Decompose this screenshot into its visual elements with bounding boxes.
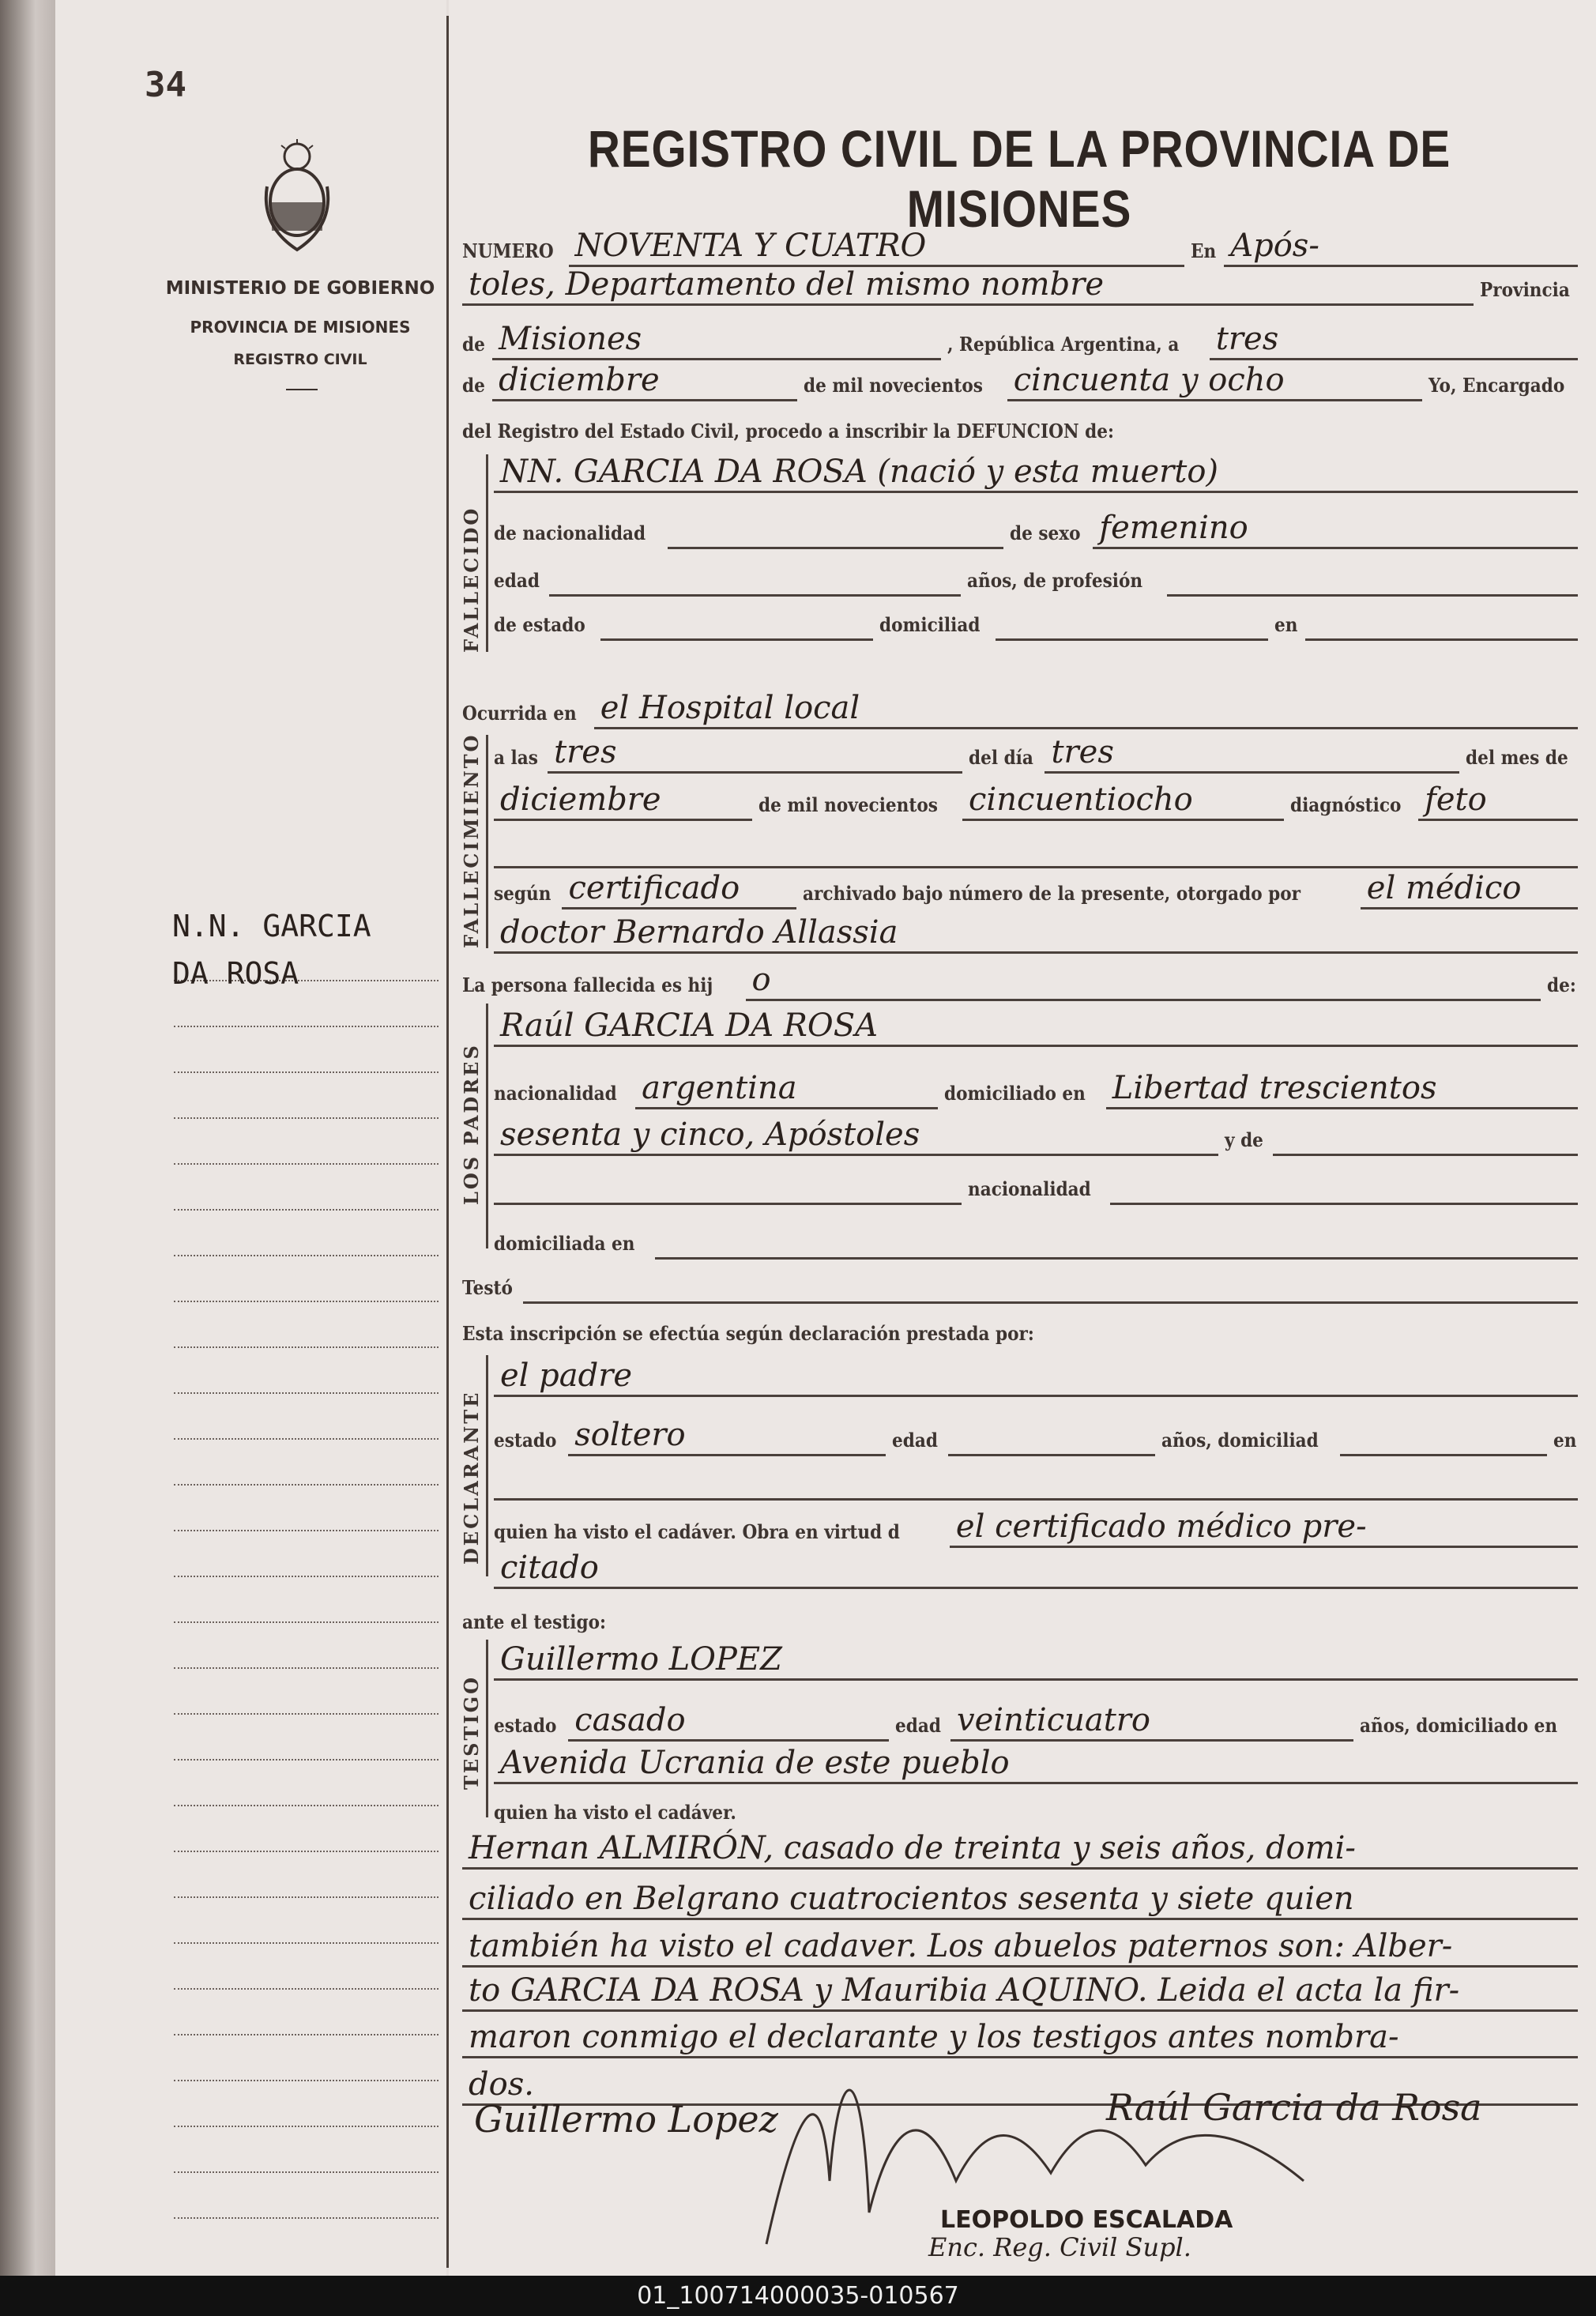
form-line <box>494 552 1584 597</box>
margin-rule <box>174 2126 439 2127</box>
printed-label: de mil novecientos <box>803 374 983 397</box>
handwritten-entry: tres <box>1210 320 1578 360</box>
printed-label: diagnóstico <box>1290 793 1402 816</box>
province-name: PROVINCIA DE MISIONES <box>190 318 411 337</box>
printed-label: edad <box>892 1429 939 1452</box>
handwritten-entry: el padre <box>494 1357 1578 1397</box>
margin-rule <box>174 1713 439 1715</box>
printed-label: domiciliado en <box>944 1082 1086 1105</box>
margin-rule <box>174 1576 439 1577</box>
handwritten-entry: femenino <box>1093 509 1578 549</box>
handwritten-entry: soltero <box>568 1416 886 1456</box>
handwritten-entry: maron conmigo el declarante y los testigos antes nombra- <box>462 2018 1578 2058</box>
margin-rule <box>174 1484 439 1486</box>
form-line <box>462 223 1584 267</box>
margin-rule <box>174 2034 439 2035</box>
book-binding <box>0 0 55 2276</box>
handwritten-entry: el médico <box>1361 869 1578 909</box>
handwritten-entry: tres <box>548 733 962 774</box>
margin-rule <box>174 2217 439 2219</box>
handwritten-entry <box>494 1498 1578 1501</box>
printed-label: nacionalidad <box>968 1177 1092 1200</box>
handwritten-entry: argentina <box>635 1069 938 1109</box>
handwritten-entry: doctor Bernardo Allassia <box>494 913 1578 954</box>
handwritten-entry: Hernan ALMIRÓN, casado de treinta y seis años, domi- <box>462 1829 1578 1870</box>
handwritten-entry: o <box>746 961 1541 1001</box>
handwritten-entry: Libertad trescientos <box>1106 1069 1578 1109</box>
column-divider <box>446 16 449 2268</box>
printed-label: de nacionalidad <box>494 522 646 544</box>
handwritten-entry: Raúl GARCIA DA ROSA <box>494 1007 1578 1047</box>
printed-label: años, domiciliado en <box>1360 1714 1558 1737</box>
margin-rule <box>174 1988 439 1990</box>
form-line <box>494 824 1584 868</box>
section-label-declarante: DECLARANTE <box>460 1390 483 1565</box>
printed-label: ante el testigo: <box>462 1610 606 1633</box>
handwritten-entry <box>494 1203 962 1205</box>
page-title: REGISTRO CIVIL DE LA PROVINCIA DE MISIONES <box>587 119 1451 238</box>
coat-of-arms-icon <box>261 139 333 258</box>
margin-note-line-2: DA ROSA <box>172 956 299 991</box>
form-line <box>462 1923 1584 1968</box>
section-label-fallecido: FALLECIDO <box>460 506 483 653</box>
margin-rule <box>174 1209 439 1211</box>
handwritten-entry: cincuentiocho <box>962 781 1284 821</box>
handwritten-entry: certificado <box>562 869 796 909</box>
office-name: REGISTRO CIVIL <box>233 351 367 368</box>
handwritten-entry <box>996 638 1268 641</box>
registrar-stamp-name: LEOPOLDO ESCALADA <box>940 2206 1233 2234</box>
margin-rule <box>174 1026 439 1027</box>
printed-label: NUMERO <box>462 239 554 262</box>
form-line <box>494 1545 1584 1589</box>
printed-label: , República Argentina, a <box>947 333 1180 356</box>
form-line <box>462 1825 1584 1870</box>
printed-label: de <box>462 374 485 397</box>
handwritten-entry: Guillermo LOPEZ <box>494 1640 1578 1681</box>
form-line <box>494 1112 1584 1156</box>
form-line <box>494 1353 1584 1397</box>
form-line <box>494 1504 1584 1548</box>
form-line <box>462 1968 1584 2012</box>
margin-rule <box>174 1896 439 1898</box>
section-label-testigo: TESTIGO <box>460 1675 483 1790</box>
margin-rule <box>174 1851 439 1852</box>
handwritten-entry: feto <box>1418 781 1578 821</box>
handwritten-entry <box>1305 638 1578 641</box>
printed-label: edad <box>494 569 540 592</box>
margin-rule <box>174 1530 439 1531</box>
declarant-signature: Raúl Garcia da Rosa <box>1106 2086 1482 2129</box>
handwritten-entry: sesenta y cinco, Apóstoles <box>494 1116 1218 1156</box>
form-line <box>494 1636 1584 1681</box>
header-rule <box>286 389 318 390</box>
handwritten-entry: citado <box>494 1549 1578 1589</box>
margin-rule <box>174 1255 439 1256</box>
printed-label: La persona fallecida es hij <box>462 973 713 996</box>
form-line <box>494 777 1584 821</box>
form-line <box>494 1697 1584 1742</box>
form-line <box>494 1215 1584 1260</box>
margin-rule <box>174 2171 439 2173</box>
margin-rule <box>174 2080 439 2081</box>
printed-label: en <box>1274 613 1298 636</box>
witness-signature: Guillermo Lopez <box>474 2098 778 2141</box>
printed-label: años, domiciliad <box>1161 1429 1319 1452</box>
handwritten-entry: toles, Departamento del mismo nombre <box>462 265 1474 306</box>
handwritten-entry: cincuenta y ocho <box>1007 361 1422 401</box>
printed-label: Yo, Encargado <box>1428 374 1564 397</box>
form-line <box>494 1412 1584 1456</box>
form-line <box>494 1161 1584 1205</box>
form-line <box>494 1065 1584 1109</box>
form-line <box>494 597 1584 641</box>
printed-label: estado <box>494 1429 557 1452</box>
section-label-padres: LOS PADRES <box>460 1043 483 1205</box>
margin-rule <box>174 1667 439 1669</box>
handwritten-entry: también ha visto el cadaver. Los abuelos paternos son: Alber- <box>462 1927 1578 1968</box>
form-line <box>494 1740 1584 1784</box>
printed-label: según <box>494 882 551 905</box>
handwritten-entry: Após- <box>1224 227 1578 267</box>
printed-label: de: <box>1547 973 1576 996</box>
form-line <box>494 865 1584 909</box>
printed-label: archivado bajo número de la presente, otorgado por <box>802 882 1301 905</box>
margin-rule <box>174 1117 439 1119</box>
form-line <box>462 1305 1584 1350</box>
margin-rule <box>174 1942 439 1944</box>
ministry-name: MINISTERIO DE GOBIERNO <box>165 278 435 299</box>
printed-label: Provincia <box>1479 278 1570 301</box>
handwritten-entry: casado <box>568 1701 888 1742</box>
printed-label: En <box>1191 239 1217 262</box>
printed-label: años, de profesión <box>966 569 1142 592</box>
section-label-fallecimiento: FALLECIMIENTO <box>460 732 483 948</box>
form-line <box>462 1594 1584 1638</box>
handwritten-entry <box>1110 1203 1578 1205</box>
image-id-footer: 01_100714000035-010567 <box>0 2276 1596 2316</box>
handwritten-entry <box>668 547 1003 549</box>
margin-rule <box>174 1071 439 1073</box>
form-line <box>494 729 1584 774</box>
printed-label: a las <box>494 746 538 769</box>
printed-label: domiciliad <box>879 613 981 636</box>
printed-label: del mes de <box>1465 746 1568 769</box>
printed-label: edad <box>894 1714 941 1737</box>
handwritten-entry: tres <box>1045 733 1459 774</box>
printed-label: Esta inscripción se efectúa según declaración prestada por: <box>462 1322 1034 1345</box>
handwritten-entry: ciliado en Belgrano cuatrocientos sesenta y siete quien <box>462 1880 1578 1920</box>
margin-column <box>55 0 446 2276</box>
page-number: 34 <box>145 65 186 105</box>
margin-rule <box>174 1392 439 1394</box>
handwritten-entry: Avenida Ucrania de este pueblo <box>494 1744 1578 1784</box>
printed-label: y de <box>1225 1128 1264 1151</box>
form-line <box>462 685 1584 729</box>
margin-rule <box>174 1438 439 1440</box>
form-line <box>494 909 1584 954</box>
form-line <box>462 262 1584 306</box>
margin-rule <box>174 1805 439 1806</box>
handwritten-entry: Misiones <box>492 320 941 360</box>
form-line <box>462 1260 1584 1304</box>
form-line <box>494 1784 1584 1828</box>
printed-label: Ocurrida en <box>462 702 577 725</box>
printed-label: del día <box>968 746 1033 769</box>
printed-label: en <box>1553 1429 1577 1452</box>
handwritten-entry <box>600 638 873 641</box>
handwritten-entry: el Hospital local <box>594 689 1578 729</box>
handwritten-entry <box>523 1301 1578 1304</box>
form-line <box>494 505 1584 549</box>
margin-rule <box>174 1163 439 1165</box>
handwritten-entry: diciembre <box>494 781 752 821</box>
handwritten-entry: NN. GARCIA DA ROSA (nació y esta muerto) <box>494 453 1578 493</box>
handwritten-entry: el certificado médico pre- <box>950 1508 1578 1548</box>
printed-label: de estado <box>494 613 585 636</box>
printed-label: nacionalidad <box>494 1082 617 1105</box>
printed-label: estado <box>494 1714 557 1737</box>
form-line <box>462 316 1584 360</box>
handwritten-entry <box>1273 1154 1578 1156</box>
handwritten-entry: diciembre <box>492 361 797 401</box>
printed-label: de sexo <box>1009 522 1081 544</box>
handwritten-entry: NOVENTA Y CUATRO <box>569 227 1185 267</box>
printed-label: domiciliada en <box>494 1232 635 1255</box>
form-line <box>462 1876 1584 1920</box>
registrar-stamp-role: Enc. Reg. Civil Supl. <box>928 2232 1191 2262</box>
form-line <box>494 449 1584 493</box>
printed-label: quien ha visto el cadáver. Obra en virtud d <box>494 1520 900 1543</box>
handwritten-entry: dos. <box>462 2066 1578 2106</box>
form-line <box>494 1003 1584 1047</box>
printed-label: del Registro del Estado Civil, procedo a inscribir la DEFUNCION de: <box>462 420 1114 442</box>
handwritten-entry: veinticuatro <box>950 1701 1353 1742</box>
form-line <box>462 957 1584 1001</box>
form-line <box>462 403 1584 447</box>
printed-label: Testó <box>462 1276 513 1299</box>
printed-label: quien ha visto el cadáver. <box>494 1801 736 1824</box>
form-line <box>494 1456 1584 1501</box>
printed-label: de mil novecientos <box>758 793 938 816</box>
form-line <box>462 357 1584 401</box>
margin-rule <box>174 1346 439 1348</box>
printed-label: de <box>462 333 485 356</box>
margin-note-line-1: N.N. GARCIA <box>172 909 371 943</box>
margin-rule <box>174 1301 439 1302</box>
handwritten-entry: to GARCIA DA ROSA y Mauribia AQUINO. Leida el acta la fir- <box>462 1971 1578 2012</box>
margin-rule <box>174 1621 439 1623</box>
margin-rule <box>174 1759 439 1761</box>
